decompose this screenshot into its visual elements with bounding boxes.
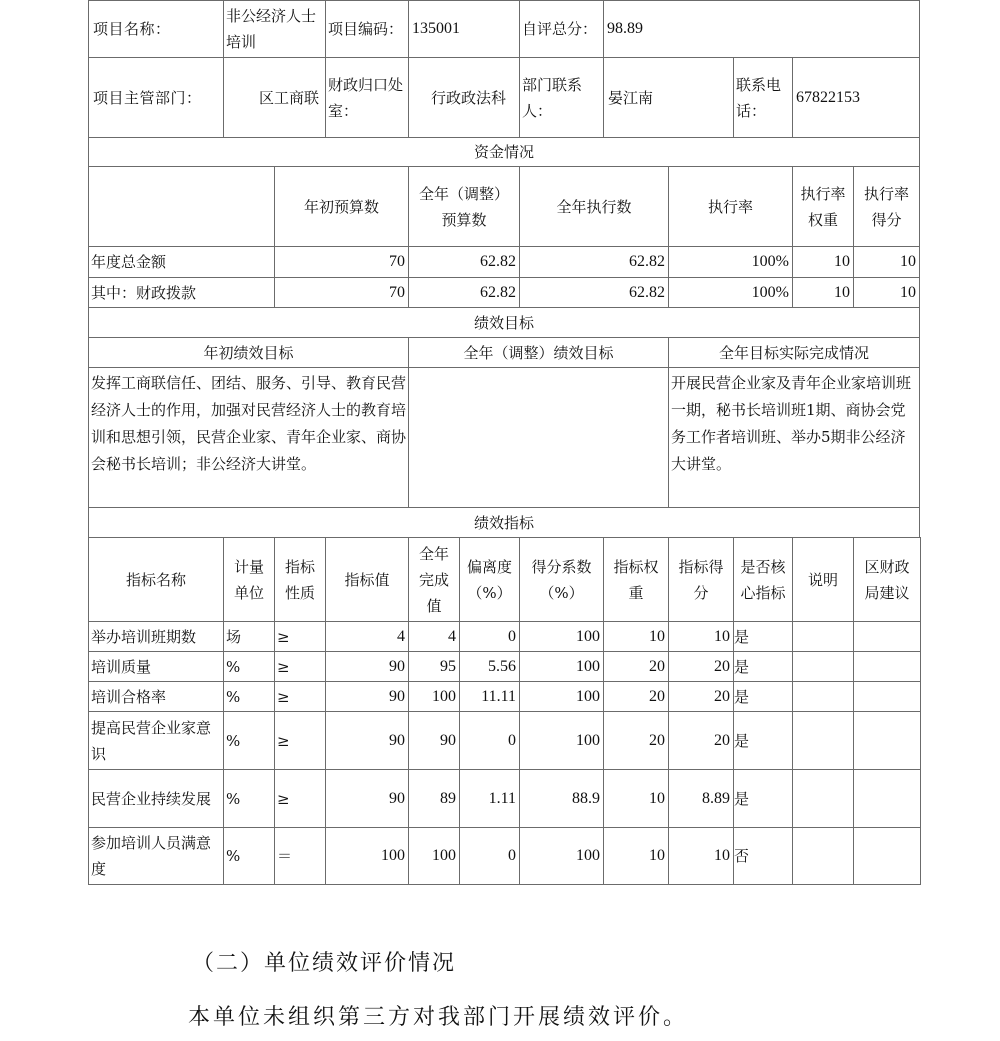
indicator-cell-note xyxy=(792,681,854,712)
indicator-cell-name: 提高民营企业家意识 xyxy=(88,711,224,770)
indicator-cell-actual: 89 xyxy=(408,769,460,828)
indicator-cell-unit: % xyxy=(223,769,275,828)
finance-office-value: 行政政法科 xyxy=(408,57,520,138)
funding-row-adjusted: 62.82 xyxy=(408,277,520,308)
funding-row-label: 其中：财政拨款 xyxy=(88,277,275,308)
indicator-cell-unit: 场 xyxy=(223,621,275,652)
indicator-header-core: 是否核心指标 xyxy=(733,537,793,622)
indicator-cell-suggestion xyxy=(853,681,921,712)
indicator-cell-note xyxy=(792,651,854,682)
indicator-cell-coefficient: 100 xyxy=(519,827,604,885)
project-name-label: 项目名称： xyxy=(88,0,224,58)
indicator-cell-core: 否 xyxy=(733,827,793,885)
indicator-header-note: 说明 xyxy=(792,537,854,622)
indicator-header-coefficient: 得分系数（%） xyxy=(519,537,604,622)
indicator-cell-coefficient: 100 xyxy=(519,621,604,652)
indicator-cell-deviation: 0 xyxy=(459,827,520,885)
indicator-cell-coefficient: 100 xyxy=(519,681,604,712)
indicator-cell-deviation: 5.56 xyxy=(459,651,520,682)
indicator-cell-actual: 4 xyxy=(408,621,460,652)
indicator-cell-unit: % xyxy=(223,651,275,682)
indicator-cell-name: 培训质量 xyxy=(88,651,224,682)
indicator-cell-coefficient: 100 xyxy=(519,711,604,770)
indicator-cell-weight: 10 xyxy=(603,769,669,828)
goals-header-actual: 全年目标实际完成情况 xyxy=(668,337,920,368)
funding-row-weight: 10 xyxy=(792,246,854,278)
indicator-cell-weight: 10 xyxy=(603,621,669,652)
indicator-cell-deviation: 1.11 xyxy=(459,769,520,828)
indicator-cell-suggestion xyxy=(853,621,921,652)
indicator-cell-suggestion xyxy=(853,769,921,828)
indicator-cell-target: 90 xyxy=(325,711,409,770)
indicator-cell-unit: % xyxy=(223,827,275,885)
funding-row-weight: 10 xyxy=(792,277,854,308)
funding-header-rate: 执行率 xyxy=(668,166,793,247)
indicator-cell-score: 20 xyxy=(668,711,734,770)
contact-label: 部门联系人： xyxy=(519,57,604,138)
indicator-cell-suggestion xyxy=(853,827,921,885)
funding-row-adjusted: 62.82 xyxy=(408,246,520,278)
goals-initial-text xyxy=(88,367,409,508)
dept-label: 项目主管部门： xyxy=(88,57,224,138)
indicator-cell-actual: 100 xyxy=(408,827,460,885)
indicator-cell-nature: ≥ xyxy=(274,681,326,712)
indicator-cell-score: 10 xyxy=(668,621,734,652)
project-code-label: 项目编码： xyxy=(325,0,409,58)
indicator-cell-actual: 100 xyxy=(408,681,460,712)
indicator-cell-coefficient: 88.9 xyxy=(519,769,604,828)
funding-header-adjusted: 全年（调整）预算数 xyxy=(408,166,520,247)
funding-section-title: 资金情况 xyxy=(88,137,920,167)
indicator-header-nature: 指标性质 xyxy=(274,537,326,622)
indicator-cell-nature: ＝ xyxy=(274,827,326,885)
indicator-cell-unit: % xyxy=(223,711,275,770)
goals-actual-content: 开展民营企业家及青年企业家培训班一期，秘书长培训班1期、商协会党务工作者培训班、举办5期非公经济大讲堂。 xyxy=(671,374,912,473)
indicator-cell-nature: ≥ xyxy=(274,651,326,682)
indicator-cell-core: 是 xyxy=(733,621,793,652)
funding-header-executed: 全年执行数 xyxy=(519,166,669,247)
indicator-header-suggestion: 区财政局建议 xyxy=(853,537,921,622)
indicator-cell-weight: 20 xyxy=(603,651,669,682)
indicator-cell-note xyxy=(792,769,854,828)
indicator-cell-suggestion xyxy=(853,711,921,770)
funding-header-score: 执行率得分 xyxy=(853,166,920,247)
indicator-header-weight: 指标权重 xyxy=(603,537,669,622)
indicator-cell-note xyxy=(792,827,854,885)
indicator-cell-name: 培训合格率 xyxy=(88,681,224,712)
indicator-cell-suggestion xyxy=(853,651,921,682)
indicators-section-title: 绩效指标 xyxy=(88,507,920,538)
funding-row-rate: 100% xyxy=(668,277,793,308)
indicator-cell-target: 100 xyxy=(325,827,409,885)
funding-row-initial: 70 xyxy=(274,277,409,308)
goals-initial-content: 发挥工商联信任、团结、服务、引导、教育民营经济人士的作用，加强对民营经济人士的教育培训和思想引领，民营企业家、青年企业家、商协会秘书长培训；非公经济大讲堂。 xyxy=(91,374,407,473)
indicator-cell-name: 参加培训人员满意度 xyxy=(88,827,224,885)
indicator-cell-deviation: 0 xyxy=(459,621,520,652)
indicator-cell-core: 是 xyxy=(733,681,793,712)
indicator-header-unit: 计量单位 xyxy=(223,537,275,622)
indicator-cell-actual: 95 xyxy=(408,651,460,682)
indicator-cell-nature: ≥ xyxy=(274,711,326,770)
self-score-label: 自评总分： xyxy=(519,0,604,58)
indicator-cell-target: 90 xyxy=(325,769,409,828)
indicator-cell-note xyxy=(792,621,854,652)
indicator-cell-nature: ≥ xyxy=(274,769,326,828)
indicator-cell-actual: 90 xyxy=(408,711,460,770)
indicator-header-deviation: 偏离度（%） xyxy=(459,537,520,622)
indicator-cell-score: 8.89 xyxy=(668,769,734,828)
section2-title: （二）单位绩效评价情况 xyxy=(192,951,457,976)
indicator-cell-unit: % xyxy=(223,681,275,712)
funding-header-weight: 执行率权重 xyxy=(792,166,854,247)
indicator-cell-weight: 20 xyxy=(603,681,669,712)
indicator-header-actual: 全年完成值 xyxy=(408,537,460,622)
funding-header-blank xyxy=(88,166,275,247)
goals-header-initial: 年初绩效目标 xyxy=(88,337,409,368)
indicator-cell-core: 是 xyxy=(733,651,793,682)
indicator-cell-score: 10 xyxy=(668,827,734,885)
finance-office-label: 财政归口处室： xyxy=(325,57,409,138)
indicator-cell-score: 20 xyxy=(668,651,734,682)
indicator-cell-core: 是 xyxy=(733,769,793,828)
funding-row-executed: 62.82 xyxy=(519,277,669,308)
section2-body: 本单位未组织第三方对我部门开展绩效评价。 xyxy=(188,1005,689,1030)
indicator-cell-name: 举办培训班期数 xyxy=(88,621,224,652)
goals-adjusted-text xyxy=(408,367,669,508)
indicator-header-target: 指标值 xyxy=(325,537,409,622)
indicator-cell-nature: ≥ xyxy=(274,621,326,652)
indicator-cell-target: 4 xyxy=(325,621,409,652)
phone-label: 联系电话： xyxy=(733,57,793,138)
funding-row-score: 10 xyxy=(853,246,920,278)
indicator-cell-target: 90 xyxy=(325,651,409,682)
indicator-cell-score: 20 xyxy=(668,681,734,712)
self-score-value: 98.89 xyxy=(603,0,920,58)
dept-value: 区工商联 xyxy=(223,57,326,138)
project-code-value: 135001 xyxy=(408,0,520,58)
indicator-cell-deviation: 0 xyxy=(459,711,520,770)
goals-section-title: 绩效目标 xyxy=(88,307,920,338)
funding-row-score: 10 xyxy=(853,277,920,308)
contact-value: 晏江南 xyxy=(603,57,734,138)
project-name-value: 非公经济人士培训 xyxy=(223,0,326,58)
phone-value: 67822153 xyxy=(792,57,920,138)
funding-row-label: 年度总金额 xyxy=(88,246,275,278)
indicator-cell-note xyxy=(792,711,854,770)
funding-header-initial: 年初预算数 xyxy=(274,166,409,247)
goals-header-adjusted: 全年（调整）绩效目标 xyxy=(408,337,669,368)
funding-row-executed: 62.82 xyxy=(519,246,669,278)
funding-row-rate: 100% xyxy=(668,246,793,278)
indicator-cell-deviation: 11.11 xyxy=(459,681,520,712)
indicator-cell-name: 民营企业持续发展 xyxy=(88,769,224,828)
indicator-cell-coefficient: 100 xyxy=(519,651,604,682)
indicator-header-name: 指标名称 xyxy=(88,537,224,622)
funding-row-initial: 70 xyxy=(274,246,409,278)
indicator-header-score: 指标得分 xyxy=(668,537,734,622)
indicator-cell-weight: 10 xyxy=(603,827,669,885)
indicator-cell-weight: 20 xyxy=(603,711,669,770)
indicator-cell-target: 90 xyxy=(325,681,409,712)
goals-actual-text xyxy=(668,367,920,508)
indicator-cell-core: 是 xyxy=(733,711,793,770)
